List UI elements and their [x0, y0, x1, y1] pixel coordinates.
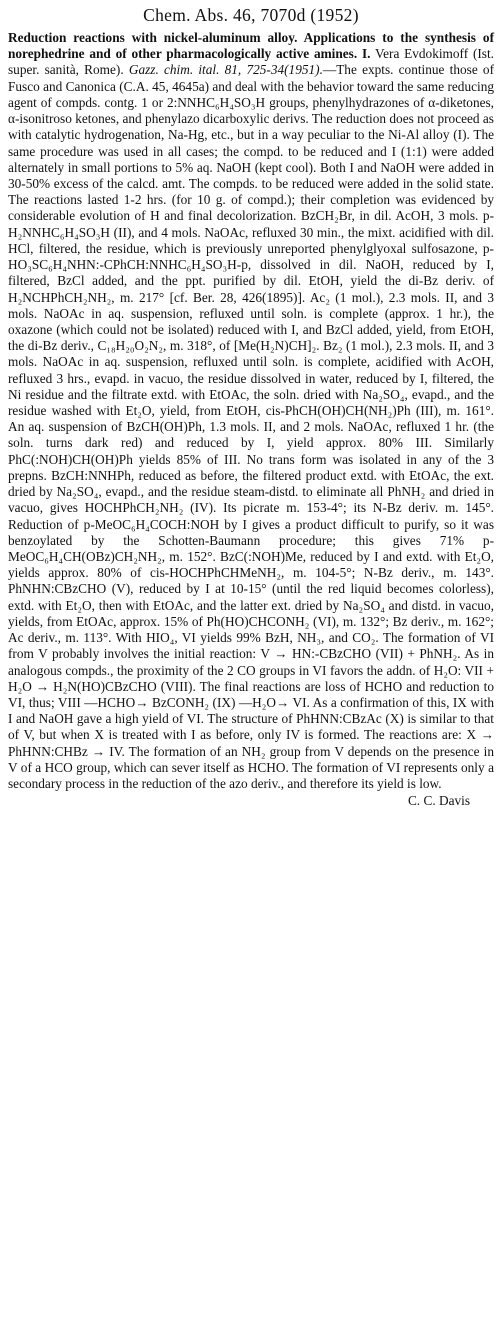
abstract-body: —The expts. continue those of Fusco and Canonica (C.A. 45, 4645a) and deal with the behavior toward the same reducing agent of compds. contg. 1 or 2:NNHC₆H₄SO₃H groups, phenylhydrazones of α-diketones, α-isonitroso ketones, and phenylazo dicarboxylic derivs. The reduction does not proceed as with catalytic hydrogenation, Na-Hg, etc., but in a way peculiar to the Ni-Al alloy (I). The same procedure was used in all cases; the compd. to be reduced and I (1:1) were added alternately in small portions to 5% aq. NaOH (kept cool). Both I and NaOH were added in 30-50% excess of the calcd. amt. The compds. to be reduced were added in the solid state. The reactions lasted 1-2 hrs. (for 10 g. of compd.); their completion was evidenced by considerable evolution of H and final decolorization. BzCH₂Br, in dil. AcOH, 3 mols. p-H₂NNHC₆H₄SO₃H (II), and 4 mols. NaOAc, refluxed 30 min., the mixt. acidified with dil. HCl, filtered, the residue, which is previously unreported phenylglyoxal sulfosazone, p-HO₃SC₆H₄NHN:-CPhCH:NNHC₆H₄SO₃H-p, dissolved in dil. NaOH, reduced by I, filtered, BzCl added, and the ppt. purified by dil. EtOH, yield the di-Bz deriv. of H₂NCHPhCH₂NH₂, m. 217° [cf. Ber. 28, 426(1895)]. Ac₂ (1 mol.), 2.3 mols. II, and 3 mols. NaOAc in aq. suspension, refluxed until soln. is complete (approx. 1 hr.), the oxazone (which could not be isolated) reduced with I, and BzCl added, yield, from EtOH, the di-Bz deriv., C₁₈H₂₀O₂N₂, m. 318°, of [Me(H₂N)CH]₂. Bz₂ (1 mol.), 2.3 mols. II, and 3 mols. NaOAc in aq. suspension, refluxed until soln. is complete, acidified with AcOH, refluxed 3 hrs., evapd. in vacuo, the residue dissolved in water, reduced by I, filtered, the Ni residue and the filtrate extd. with EtOAc, the soln. dried with Na₂SO₄, evapd., and the residue washed with Et₂O, yield, from EtOH, cis-PhCH(OH)CH(NH₂)Ph (III), m. 161°. An aq. suspension of BzCH(OH)Ph, 1.3 mols. II, and 2 mols. NaOAc, refluxed 1 hr. (the soln. turns dark red) and reduced by I, yield approx. 80% III. Similarly PhC(:NOH)CH(OH)Ph yields 85% of III. No trans form was isolated in any of the 3 prepns. BzCH:NNHPh, reduced as before, the filtered product extd. with EtOAc, the ext. dried by Na₂SO₄, evapd., and the residue steam-distd. to eliminate all PhNH₂ and dried in vacuo, gives HOCHPhCH₂NH₂ (IV). Its picrate m. 153-4°; its N-Bz deriv. m. 145°. Reduction of p-MeOC₆H₄COCH:NOH by I gives a product difficult to purify, so it was benzoylated by the Schotten-Baumann procedure; this gives 71% p-MeOC₆H₄CH(OBz)CH₂NH₂, m. 152°. BzC(:NOH)Me, reduced by I and extd. with Et₂O, yields approx. 80% of cis-HOCHPhCHMeNH₂, m. 104-5°; N-Bz deriv., m. 143°. PhNHN:CBzCHO (V), reduced by I at 10-15° (until the red liquid becomes colorless), extd. with Et₂O, then with EtOAc, and the latter ext. dried by Na₂SO₄ and distd. in vacuo, yields, from EtOAc, approx. 15% of Ph(HO)CHCONH₂ (VI), m. 132°; Bz deriv., m. 162°; Ac deriv., m. 113°. With HIO₄, VI yields 99% BzH, NH₃, and CO₂. The formation of VI from V probably involves the initial reaction: V → HN:-CBzCHO (VII) + PhNH₂. As in analogous compds., the proximity of the 2 CO groups in VI favors the addn. of H₂O: VII + H₂O → H₂N(HO)CBzCHO (VIII). The final reactions are loss of HCHO and reduction to VI, thus; VIII —HCHO→ BzCONH₂ (IX) —H₂O→ VI. As a confirmation of this, IX with I and NaOH gave a high yield of VI. The structure of PhHNN:CBzAc (X) is similar to that of V, but when X is treated with I as before, only IV is formed. The reactions are: X → PhHNN:CHBz → IV. The formation of an NH₂ group from V depends on the presence in V of a HCO group, which can sever itself as HCHO. The formation of VI represents only a secondary process in the reduction of the azo deriv., and therefore its yield is low.: [8, 62, 494, 792]
citation-header: Chem. Abs. 46, 7070d (1952): [143, 5, 359, 25]
abstractor-signature: C. C. Davis: [407, 793, 470, 809]
abstract-title: Reduction reactions with nickel-aluminum alloy. Applications to the synthesis of norephedrine and of other pharmacologically active amines. I.: [8, 30, 494, 62]
abstract-paragraph: [8, 30, 494, 792]
journal-citation: Gazz. chim. ital. 81, 725-34(1951).: [128, 62, 323, 78]
abstract-authors: Vera Evdokimoff (Ist. super. sanità, Rome).: [8, 46, 494, 78]
